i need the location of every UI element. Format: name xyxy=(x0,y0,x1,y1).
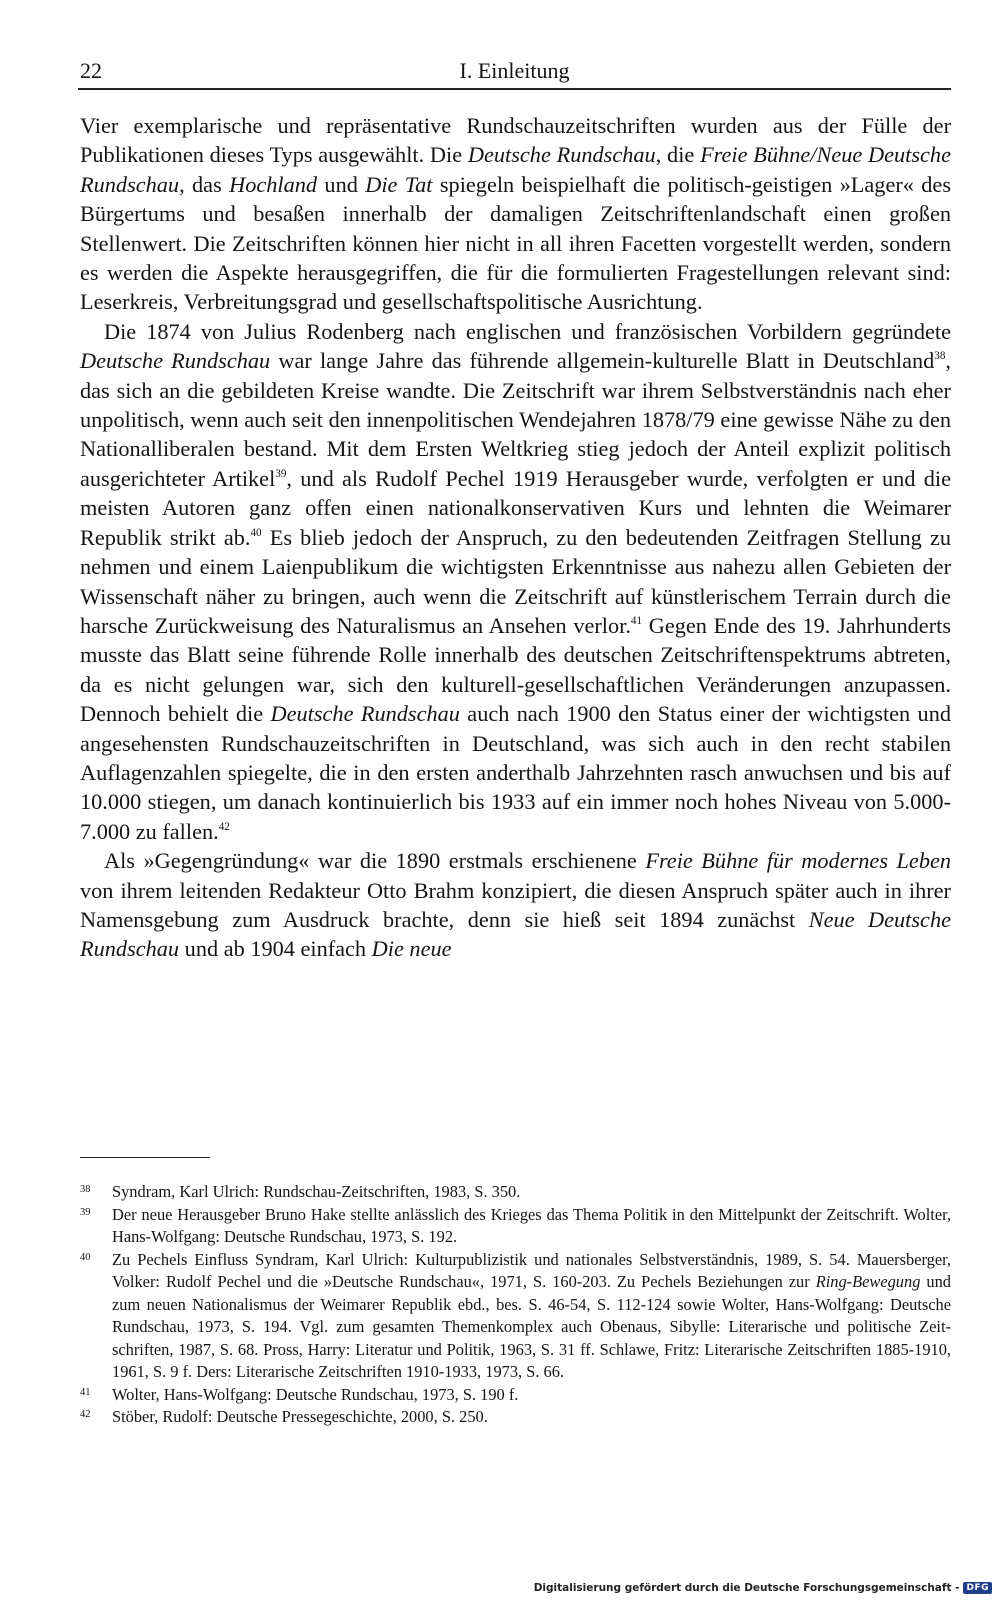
footnote-number: 38 xyxy=(80,1184,91,1195)
text-run: war lange Jahre das führende allgemein-kulturelle Blatt in Deutschland xyxy=(270,348,935,374)
italic-title: Freie Bühne für modernes Leben xyxy=(645,848,952,874)
footnote-ref: 42 xyxy=(218,820,230,833)
footnote xyxy=(80,1249,951,1384)
text-run: Wolter, Hans-Wolfgang: Deutsche Rundschau, 1973, S. 190 f. xyxy=(112,1384,519,1404)
footnote-number: 40 xyxy=(80,1251,91,1263)
text-run: , und als Rudolf Pechel 1919 Herausgeber wurde, verfolgten er und die meisten Autoren ganz offen einen nationalkonservativen Kurs und lehnten die Weimarer Republik strikt ab. xyxy=(80,465,951,550)
paragraph xyxy=(80,846,951,964)
paragraph xyxy=(80,111,951,317)
italic-title: Die neue xyxy=(371,936,452,962)
italic-title: Ring-Bewegung xyxy=(815,1272,921,1291)
footnote-ref: 41 xyxy=(630,615,643,627)
text-run: , das xyxy=(179,171,230,197)
text-run: und ab 1904 einfach xyxy=(179,936,372,962)
footnote-ref: 40 xyxy=(250,526,262,539)
credit-text: Digitalisierung gefördert durch die Deutsche Forschungsgemeinschaft - xyxy=(533,1582,960,1594)
dfg-logo: DFG xyxy=(963,1582,992,1594)
footnote xyxy=(80,1204,951,1249)
footnote-number: 39 xyxy=(80,1206,91,1218)
italic-title: Hochland xyxy=(229,171,318,197)
footnote-ref: 39 xyxy=(275,467,287,480)
italic-title: Deutsche Rundschau xyxy=(467,142,656,168)
text-run: auch nach 1900 den Status einer der wichtigsten und angesehensten Rundschauzeitschriften in Deutschland, was sich auch in den recht stabilen Auflagenzahlen spiegelte, die in den ersten anderthalb Jahrzehnten rasch anwuchsen und bis auf 10.000 stiegen, um danach kontinuierlich bis 1933 auf ein immer noch hohes Niveau von 5.000-7.000 zu fallen. xyxy=(80,701,951,844)
running-head: I. Einleitung xyxy=(459,58,570,83)
text-run: Als »Gegengründung« war die 1890 erstmals erschienene xyxy=(104,848,646,874)
footnote-ref: 38 xyxy=(934,350,946,363)
italic-title: Freie Bühne/Neue Deutsche Rundschau xyxy=(80,142,951,197)
footnote-text xyxy=(112,1407,488,1426)
footnotes xyxy=(80,1181,951,1429)
text-run: und xyxy=(317,171,366,197)
italic-title: Deutsche Rundschau xyxy=(80,348,271,374)
digitization-credit xyxy=(534,1582,992,1594)
footnote xyxy=(80,1181,951,1204)
italic-title: Die Tat xyxy=(365,171,433,197)
text-run: von ihrem leitenden Redakteur Otto Brahm konzipiert, die diesen Anspruch später auch in ihrer Namensgebung zum Ausdruck brachte, denn sie hieß seit 1894 zunächst xyxy=(80,877,951,932)
body-text xyxy=(80,111,951,964)
text-run: Gegen Ende des 19. Jahrhunderts musste das Blatt seine führende Rolle innerhalb des deutschen Zeitschriftenspektrums abtreten, da es nicht gelungen war, sich den kulturell-gesellschaftlichen Veränderungen anzupassen. Dennoch behielt die xyxy=(80,612,951,727)
footnote xyxy=(80,1384,951,1407)
footnote-text xyxy=(112,1182,520,1201)
text-run: Die 1874 von Julius Rodenberg nach englischen und französischen Vorbildern gegründete xyxy=(104,318,951,344)
page-number: 22 xyxy=(80,58,102,83)
paragraph xyxy=(80,317,951,846)
text-run: Vier exemplarische und repräsentative Rundschauzeitschriften wurden aus der Fülle der Publikationen dieses Typs ausgewählt. Die xyxy=(80,113,951,168)
text-run: Syndram, Karl Ulrich: Rundschau-Zeitschriften, 1983, S. 350. xyxy=(112,1182,521,1201)
footnote-number: 42 xyxy=(80,1409,91,1420)
text-run: spiegeln beispielhaft die politisch-geistigen »Lager« des Bürgertums und besaßen innerhalb der damaligen Zeitschriftenlandschaft einen großen Stellenwert. Die Zeitschriften können hier nicht in all ihren Facetten vorgestellt werden, sondern es werden die Aspekte herausgegriffen, die für die formulierten Fragestellungen relevant sind: Leserkreis, Verbreitungsgrad und gesellschaftspolitische Ausrichtung. xyxy=(80,171,952,315)
footnote-text xyxy=(112,1250,951,1382)
italic-title: Neue Deutsche Rundschau xyxy=(80,906,951,962)
text-run: Stöber, Rudolf: Deutsche Pressegeschichte, 2000, S. 250. xyxy=(112,1407,488,1426)
footnote xyxy=(80,1406,951,1429)
text-run: Zu Pechels Einfluss Syndram, Karl Ulrich: Kulturpublizistik und nationales Selbstverständnis, 1989, S. 54. Mauersberger, Volker: Rudolf Pechel und die »Deutsche Rundschau«, 1971, S. 160-203. Zu Pechels Beziehungen zur xyxy=(112,1249,951,1291)
text-run: Es blieb jedoch der Anspruch, zu den bedeutenden Zeitfragen Stellung zu nehmen und einem Laienpublikum die wichtigsten Erkenntnisse aus nahezu allen Gebieten der Wissenschaft näher zu bringen, auch wenn die Zeitschrift auf künstlerischem Terrain durch die harsche Zurückweisung des Naturalismus an Ansehen verlor. xyxy=(80,524,951,638)
text-run: , das sich an die gebildeten Kreise wandte. Die Zeitschrift war ihrem Selbstverständnis nach eher unpolitisch, wenn auch seit den innenpolitischen Wendejahren 1878/79 eine gewisse Nähe zu den Nationalliberalen bestand. Mit dem Ersten Weltkrieg stieg jedoch der Anteil explizit politisch ausgerichteter Artikel xyxy=(80,348,951,491)
page-header xyxy=(78,52,951,90)
footnote-text xyxy=(112,1205,951,1247)
footnote-number: 41 xyxy=(80,1386,91,1398)
text-run: Der neue Herausgeber Bruno Hake stellte anlässlich des Krieges das Thema Politik in den Mittelpunkt der Zeitschrift. Wolter, Hans-Wolfgang: Deutsche Rundschau, 1973, S. 192. xyxy=(112,1204,951,1246)
footnote-separator xyxy=(80,1157,210,1158)
text-run: und zum neuen Nationalismus der Weimarer Republik ebd., bes. S. 46-54, S. 112-124 sowie Wolter, Hans-Wolfgang: Deutsche Rundschau, 1973, S. 194. Vgl. zum gesamten Themenkomplex auch Obenaus, Sibylle: Literarische und politische Zeitschriften, 1987, S. 68. Pross, Harry: Literatur und Politik, 1963, S. 31 ff. Schlawe, Fritz: Literarische Zeitschriften 1885-1910, 1961, S. 9 f. Ders: Literarische Zeitschriften 1910-1933, 1973, S. 66. xyxy=(112,1272,951,1381)
italic-title: Deutsche Rundschau xyxy=(270,701,460,727)
footnote-text xyxy=(112,1385,518,1404)
text-run: , die xyxy=(655,142,701,168)
